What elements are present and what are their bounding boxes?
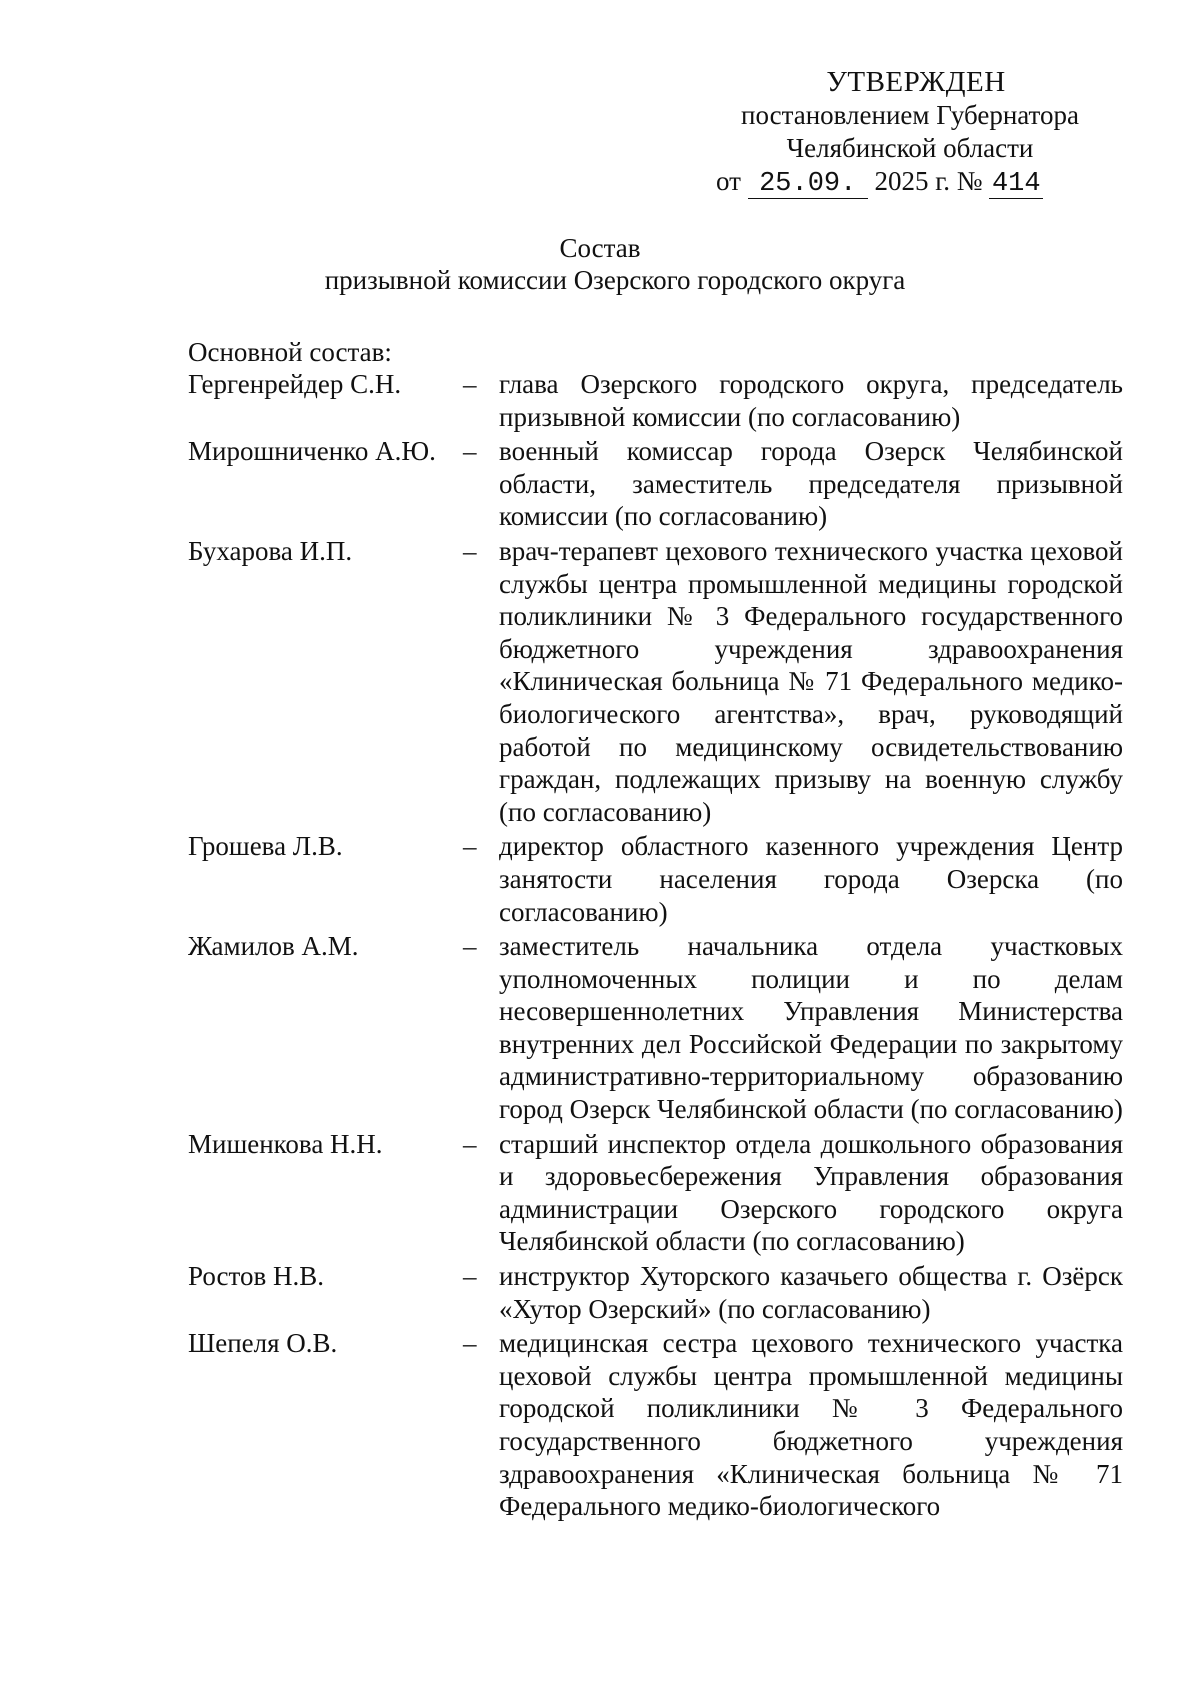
dash: – (463, 436, 477, 467)
member-row (188, 1327, 1128, 1523)
decree-number: 414 (989, 170, 1043, 199)
dash: – (463, 1261, 477, 1292)
dash: – (463, 931, 477, 962)
approval-line-1: постановлением Губернатора (741, 100, 1079, 130)
dash: – (463, 369, 477, 399)
member-row (188, 368, 1128, 433)
member-description: старший инспектор отдела дошкольного образования и здоровьесбережения Управления образования администрации Озерского городского округа Челябинской области (по согласованию) (499, 1128, 1123, 1257)
member-description: медицинская сестра цехового технического участка цеховой службы центра промышленной медицины городской поликлиники № 3 Федерального государственного бюджетного учреждения здравоохранения «Клиническая больница № 71 Федерального медико-биологического (499, 1328, 1123, 1522)
dash: – (463, 1328, 477, 1359)
member-description: инструктор Хуторского казачьего общества г. Озёрск «Хутор Озерский» (по согласованию) (499, 1261, 1123, 1324)
dash: – (463, 831, 477, 862)
member-description: директор областного казенного учреждения Центр занятости населения города Озерска (по согласованию) (499, 831, 1123, 927)
approval-heading: УТВЕРЖДЕН (826, 66, 1006, 98)
document-title (0, 232, 1200, 296)
date-value: 25.09. (748, 170, 868, 199)
member-description: глава Озерского городского округа, председатель призывной комиссии (по согласованию) (499, 369, 1123, 432)
member-description: военный комиссар города Озерск Челябинской области, заместитель председателя призывной комиссии (по согласованию) (499, 436, 1123, 532)
member-row (188, 830, 1128, 928)
approval-date-line (716, 165, 1043, 199)
member-row (188, 1260, 1128, 1325)
member-row (188, 535, 1128, 828)
member-name: Ростов Н.В. (188, 1261, 324, 1292)
member-name: Бухарова И.П. (188, 535, 353, 566)
member-row (188, 930, 1128, 1126)
member-name: Мирошниченко А.Ю. (188, 436, 436, 467)
member-description: заместитель начальника отдела участковых уполномоченных полиции и по делам несовершеннолетних Управления Министерства внутренних дел Российской Федерации по закрытому административно-территориальному образованию город Озерск Челябинской области (по согласованию) (499, 931, 1123, 1125)
title-line-2: призывной комиссии Озерского городского округа (324, 265, 906, 295)
member-name: Мишенкова Н.Н. (188, 1128, 383, 1159)
dash: – (463, 535, 477, 566)
approval-line-2: Челябинской области (786, 133, 1034, 163)
dash: – (463, 1128, 477, 1159)
member-row (188, 435, 1128, 533)
section-label: Основной состав: (188, 337, 392, 367)
member-name: Жамилов А.М. (188, 931, 359, 962)
member-name: Шепеля О.В. (188, 1328, 338, 1359)
member-name: Грошева Л.В. (188, 831, 343, 862)
members-list (188, 368, 1128, 1525)
member-row (188, 1128, 1128, 1258)
member-name: Гергенрейдер С.Н. (188, 369, 402, 399)
member-description: врач-терапевт цехового технического участка цеховой службы центра промышленной медицины городской поликлиники № 3 Федерального государственного бюджетного учреждения здравоохранения «Клиническая больница № 71 Федерального медико-биологического агентства», врач, руководящий работой по медицинскому освидетельствованию граждан, подлежащих призыву на военную службу (по согласованию) (499, 535, 1123, 827)
date-prefix: от (716, 166, 741, 196)
title-line-1: Состав (559, 233, 641, 263)
approval-stamp (716, 66, 1160, 199)
date-suffix: 2025 г. № (874, 166, 983, 196)
